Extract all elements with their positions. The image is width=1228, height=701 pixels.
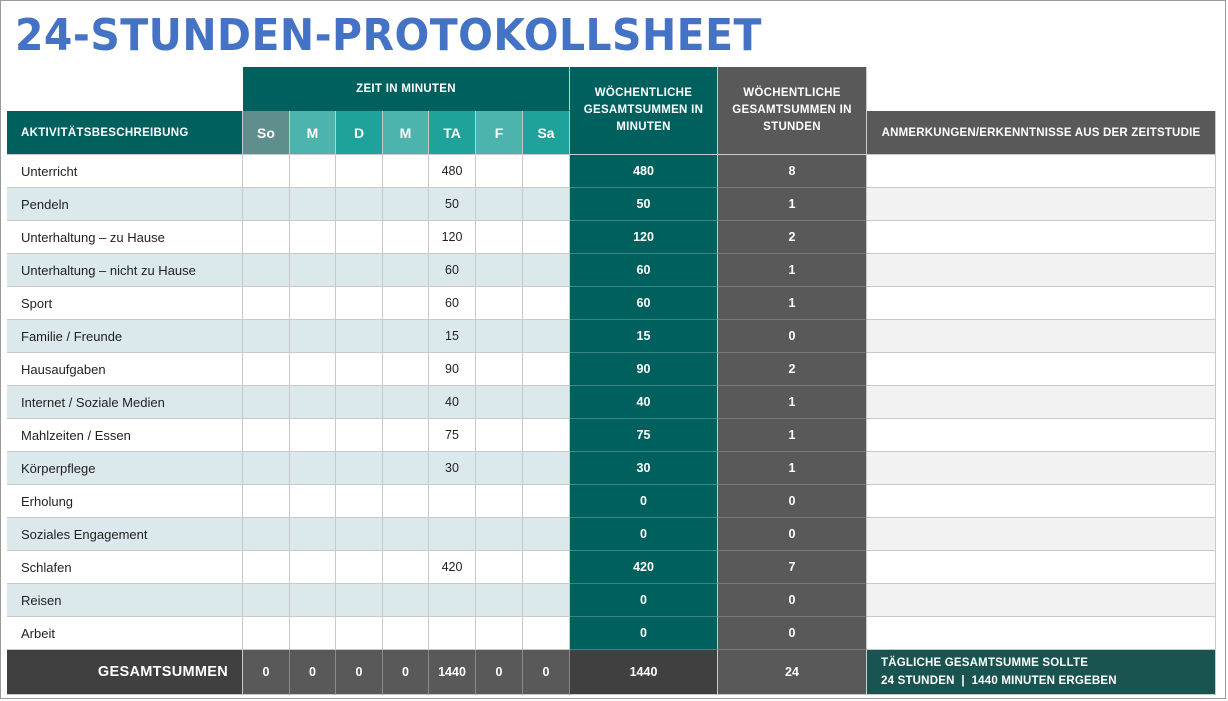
- day-minutes-cell[interactable]: [243, 518, 290, 551]
- day-minutes-cell[interactable]: [476, 419, 523, 452]
- day-minutes-cell[interactable]: [290, 584, 336, 617]
- day-minutes-cell[interactable]: [383, 419, 429, 452]
- weekly-minutes-cell: 30: [570, 452, 718, 485]
- weekly-hours-cell: 2: [718, 221, 867, 254]
- day-minutes-cell[interactable]: [523, 386, 570, 419]
- day-minutes-cell[interactable]: [476, 617, 523, 650]
- day-minutes-cell[interactable]: [336, 419, 383, 452]
- notes-cell[interactable]: [867, 584, 1216, 617]
- notes-cell[interactable]: [867, 419, 1216, 452]
- day-minutes-cell[interactable]: [429, 485, 476, 518]
- day-minutes-cell[interactable]: [336, 485, 383, 518]
- day-minutes-cell[interactable]: [383, 188, 429, 221]
- day-minutes-cell[interactable]: [383, 617, 429, 650]
- weekly-minutes-cell: 0: [570, 617, 718, 650]
- day-minutes-cell[interactable]: [476, 386, 523, 419]
- day-minutes-cell[interactable]: 60: [429, 287, 476, 320]
- notes-cell[interactable]: [867, 155, 1216, 188]
- activity-cell[interactable]: Familie / Freunde: [7, 320, 243, 353]
- activity-cell[interactable]: Schlafen: [7, 551, 243, 584]
- day-minutes-cell[interactable]: [336, 353, 383, 386]
- day-minutes-cell[interactable]: [383, 254, 429, 287]
- day-minutes-cell[interactable]: [523, 584, 570, 617]
- weekly-minutes-cell: 0: [570, 518, 718, 551]
- day-minutes-cell[interactable]: [243, 584, 290, 617]
- weekly-minutes-header: WÖCHENTLICHE GESAMTSUMMEN IN MINUTEN: [570, 67, 718, 155]
- activity-cell[interactable]: Unterricht: [7, 155, 243, 188]
- day-minutes-cell[interactable]: [523, 188, 570, 221]
- day-total-cell: 0: [243, 650, 290, 695]
- page-title: 24-STUNDEN-PROTOKOLLSHEET: [15, 10, 762, 61]
- weekly-minutes-cell: 50: [570, 188, 718, 221]
- notes-cell[interactable]: [867, 254, 1216, 287]
- day-minutes-cell[interactable]: [383, 221, 429, 254]
- totals-label: GESAMTSUMMEN: [7, 650, 243, 695]
- day-minutes-cell[interactable]: [476, 551, 523, 584]
- day-minutes-cell[interactable]: [383, 287, 429, 320]
- header-spacer: [7, 67, 243, 111]
- day-minutes-cell[interactable]: [336, 452, 383, 485]
- day-minutes-cell[interactable]: [243, 485, 290, 518]
- day-minutes-cell[interactable]: [383, 386, 429, 419]
- day-minutes-cell[interactable]: [476, 353, 523, 386]
- day-minutes-cell[interactable]: [523, 155, 570, 188]
- day-minutes-cell[interactable]: [243, 617, 290, 650]
- day-minutes-cell[interactable]: [290, 518, 336, 551]
- day-total-cell: 0: [383, 650, 429, 695]
- day-minutes-cell[interactable]: [429, 617, 476, 650]
- day-minutes-cell[interactable]: 90: [429, 353, 476, 386]
- day-header-fr: F: [476, 111, 523, 155]
- day-minutes-cell[interactable]: [290, 221, 336, 254]
- weekly-minutes-cell: 75: [570, 419, 718, 452]
- day-minutes-cell[interactable]: [336, 221, 383, 254]
- day-minutes-cell[interactable]: [336, 518, 383, 551]
- day-minutes-cell[interactable]: 60: [429, 254, 476, 287]
- weekly-hours-cell: 0: [718, 485, 867, 518]
- day-minutes-cell[interactable]: [290, 419, 336, 452]
- weekly-minutes-cell: 480: [570, 155, 718, 188]
- totals-note: [867, 650, 1216, 695]
- notes-cell[interactable]: [867, 353, 1216, 386]
- notes-cell[interactable]: [867, 551, 1216, 584]
- activity-cell[interactable]: Erholung: [7, 485, 243, 518]
- day-header-mo: M: [290, 111, 336, 155]
- day-minutes-cell[interactable]: [476, 452, 523, 485]
- day-minutes-cell[interactable]: [290, 320, 336, 353]
- day-minutes-cell[interactable]: [523, 551, 570, 584]
- weekly-hours-cell: 0: [718, 584, 867, 617]
- notes-cell[interactable]: [867, 617, 1216, 650]
- day-minutes-cell[interactable]: [523, 617, 570, 650]
- day-minutes-cell[interactable]: [336, 386, 383, 419]
- weekly-hours-cell: 0: [718, 518, 867, 551]
- day-minutes-cell[interactable]: [290, 155, 336, 188]
- day-minutes-cell[interactable]: [523, 353, 570, 386]
- day-minutes-cell[interactable]: 120: [429, 221, 476, 254]
- day-minutes-cell[interactable]: [383, 551, 429, 584]
- grand-total-minutes: 1440: [570, 650, 718, 695]
- totals-note-line1: TÄGLICHE GESAMTSUMME SOLLTE: [881, 657, 1089, 669]
- activity-header: AKTIVITÄTSBESCHREIBUNG: [7, 111, 243, 155]
- day-header-do: TA: [429, 111, 476, 155]
- day-minutes-cell[interactable]: [243, 188, 290, 221]
- day-minutes-cell[interactable]: 50: [429, 188, 476, 221]
- day-minutes-cell[interactable]: [523, 452, 570, 485]
- weekly-minutes-cell: 420: [570, 551, 718, 584]
- day-minutes-cell[interactable]: [243, 386, 290, 419]
- day-minutes-cell[interactable]: [383, 155, 429, 188]
- day-minutes-cell[interactable]: [336, 287, 383, 320]
- day-minutes-cell[interactable]: 420: [429, 551, 476, 584]
- day-minutes-cell[interactable]: [243, 254, 290, 287]
- day-minutes-cell[interactable]: 15: [429, 320, 476, 353]
- weekly-hours-cell: 1: [718, 386, 867, 419]
- weekly-hours-cell: 0: [718, 320, 867, 353]
- day-minutes-cell[interactable]: [243, 419, 290, 452]
- day-minutes-cell[interactable]: 30: [429, 452, 476, 485]
- weekly-minutes-cell: 90: [570, 353, 718, 386]
- notes-cell[interactable]: [867, 320, 1216, 353]
- day-minutes-cell[interactable]: [476, 188, 523, 221]
- weekly-hours-cell: 1: [718, 419, 867, 452]
- weekly-minutes-cell: 0: [570, 584, 718, 617]
- notes-cell[interactable]: [867, 452, 1216, 485]
- day-minutes-cell[interactable]: [523, 419, 570, 452]
- day-minutes-cell[interactable]: [336, 551, 383, 584]
- day-minutes-cell[interactable]: [336, 320, 383, 353]
- day-minutes-cell[interactable]: [290, 617, 336, 650]
- day-total-cell: 0: [336, 650, 383, 695]
- day-minutes-cell[interactable]: [243, 155, 290, 188]
- weekly-hours-cell: 7: [718, 551, 867, 584]
- weekly-hours-cell: 1: [718, 188, 867, 221]
- day-header-di: D: [336, 111, 383, 155]
- day-minutes-cell[interactable]: [336, 188, 383, 221]
- day-minutes-cell[interactable]: [523, 254, 570, 287]
- day-minutes-cell[interactable]: [243, 452, 290, 485]
- day-minutes-cell[interactable]: 75: [429, 419, 476, 452]
- activity-cell[interactable]: Hausaufgaben: [7, 353, 243, 386]
- weekly-hours-cell: 1: [718, 254, 867, 287]
- notes-cell[interactable]: [867, 287, 1216, 320]
- activity-cell[interactable]: Mahlzeiten / Essen: [7, 419, 243, 452]
- notes-header: ANMERKUNGEN/ERKENNTNISSE AUS DER ZEITSTUDIE: [867, 111, 1216, 155]
- weekly-minutes-cell: 60: [570, 254, 718, 287]
- day-minutes-cell[interactable]: [476, 320, 523, 353]
- day-minutes-cell[interactable]: [383, 584, 429, 617]
- day-minutes-cell[interactable]: 480: [429, 155, 476, 188]
- weekly-minutes-cell: 15: [570, 320, 718, 353]
- activity-cell[interactable]: Pendeln: [7, 188, 243, 221]
- day-minutes-cell[interactable]: [523, 287, 570, 320]
- weekly-hours-cell: 1: [718, 452, 867, 485]
- day-minutes-cell[interactable]: [290, 287, 336, 320]
- day-minutes-cell[interactable]: [243, 221, 290, 254]
- weekly-hours-header: WÖCHENTLICHE GESAMTSUMMEN IN STUNDEN: [718, 67, 867, 155]
- day-minutes-cell[interactable]: [476, 485, 523, 518]
- activity-cell[interactable]: Sport: [7, 287, 243, 320]
- weekly-hours-cell: 8: [718, 155, 867, 188]
- weekly-minutes-cell: 120: [570, 221, 718, 254]
- day-header-so: So: [243, 111, 290, 155]
- day-minutes-cell[interactable]: [476, 155, 523, 188]
- day-minutes-cell[interactable]: [336, 617, 383, 650]
- day-minutes-cell[interactable]: [476, 221, 523, 254]
- grand-total-hours: 24: [718, 650, 867, 695]
- day-minutes-cell[interactable]: [476, 254, 523, 287]
- day-minutes-cell[interactable]: [429, 518, 476, 551]
- weekly-minutes-cell: 60: [570, 287, 718, 320]
- activity-cell[interactable]: Arbeit: [7, 617, 243, 650]
- day-minutes-cell[interactable]: 40: [429, 386, 476, 419]
- header-spacer-notes: [867, 67, 1216, 111]
- day-total-cell: 1440: [429, 650, 476, 695]
- day-minutes-cell[interactable]: [383, 353, 429, 386]
- day-minutes-cell[interactable]: [290, 353, 336, 386]
- weekly-hours-cell: 2: [718, 353, 867, 386]
- time-log-table: [7, 67, 1216, 695]
- activity-cell[interactable]: Internet / Soziale Medien: [7, 386, 243, 419]
- day-total-cell: 0: [290, 650, 336, 695]
- day-minutes-cell[interactable]: [523, 320, 570, 353]
- day-header-sa: Sa: [523, 111, 570, 155]
- day-minutes-cell[interactable]: [336, 584, 383, 617]
- day-minutes-cell[interactable]: [383, 452, 429, 485]
- time-in-minutes-header: ZEIT IN MINUTEN: [243, 67, 570, 111]
- day-minutes-cell[interactable]: [243, 287, 290, 320]
- day-minutes-cell[interactable]: [290, 188, 336, 221]
- weekly-hours-cell: 0: [718, 617, 867, 650]
- day-minutes-cell[interactable]: [243, 320, 290, 353]
- notes-cell[interactable]: [867, 386, 1216, 419]
- day-minutes-cell[interactable]: [243, 551, 290, 584]
- activity-cell[interactable]: Soziales Engagement: [7, 518, 243, 551]
- day-minutes-cell[interactable]: [523, 221, 570, 254]
- day-minutes-cell[interactable]: [290, 452, 336, 485]
- day-minutes-cell[interactable]: [383, 485, 429, 518]
- notes-cell[interactable]: [867, 188, 1216, 221]
- day-minutes-cell[interactable]: [476, 287, 523, 320]
- day-minutes-cell[interactable]: [336, 254, 383, 287]
- weekly-minutes-cell: 40: [570, 386, 718, 419]
- weekly-minutes-cell: 0: [570, 485, 718, 518]
- notes-cell[interactable]: [867, 221, 1216, 254]
- day-minutes-cell[interactable]: [290, 254, 336, 287]
- totals-note-line2: 24 STUNDEN | 1440 MINUTEN ERGEBEN: [881, 675, 1117, 687]
- activity-cell[interactable]: Reisen: [7, 584, 243, 617]
- notes-cell[interactable]: [867, 485, 1216, 518]
- day-minutes-cell[interactable]: [290, 386, 336, 419]
- activity-cell[interactable]: Unterhaltung – nicht zu Hause: [7, 254, 243, 287]
- day-minutes-cell[interactable]: [383, 320, 429, 353]
- day-minutes-cell[interactable]: [290, 485, 336, 518]
- day-minutes-cell[interactable]: [290, 551, 336, 584]
- day-total-cell: 0: [523, 650, 570, 695]
- day-header-mi: M: [383, 111, 429, 155]
- day-minutes-cell[interactable]: [336, 155, 383, 188]
- day-minutes-cell[interactable]: [523, 518, 570, 551]
- activity-cell[interactable]: Körperpflege: [7, 452, 243, 485]
- day-minutes-cell[interactable]: [476, 584, 523, 617]
- day-minutes-cell[interactable]: [383, 518, 429, 551]
- day-minutes-cell[interactable]: [523, 485, 570, 518]
- activity-cell[interactable]: Unterhaltung – zu Hause: [7, 221, 243, 254]
- day-minutes-cell[interactable]: [476, 518, 523, 551]
- day-minutes-cell[interactable]: [429, 584, 476, 617]
- day-total-cell: 0: [476, 650, 523, 695]
- weekly-hours-cell: 1: [718, 287, 867, 320]
- notes-cell[interactable]: [867, 518, 1216, 551]
- day-minutes-cell[interactable]: [243, 353, 290, 386]
